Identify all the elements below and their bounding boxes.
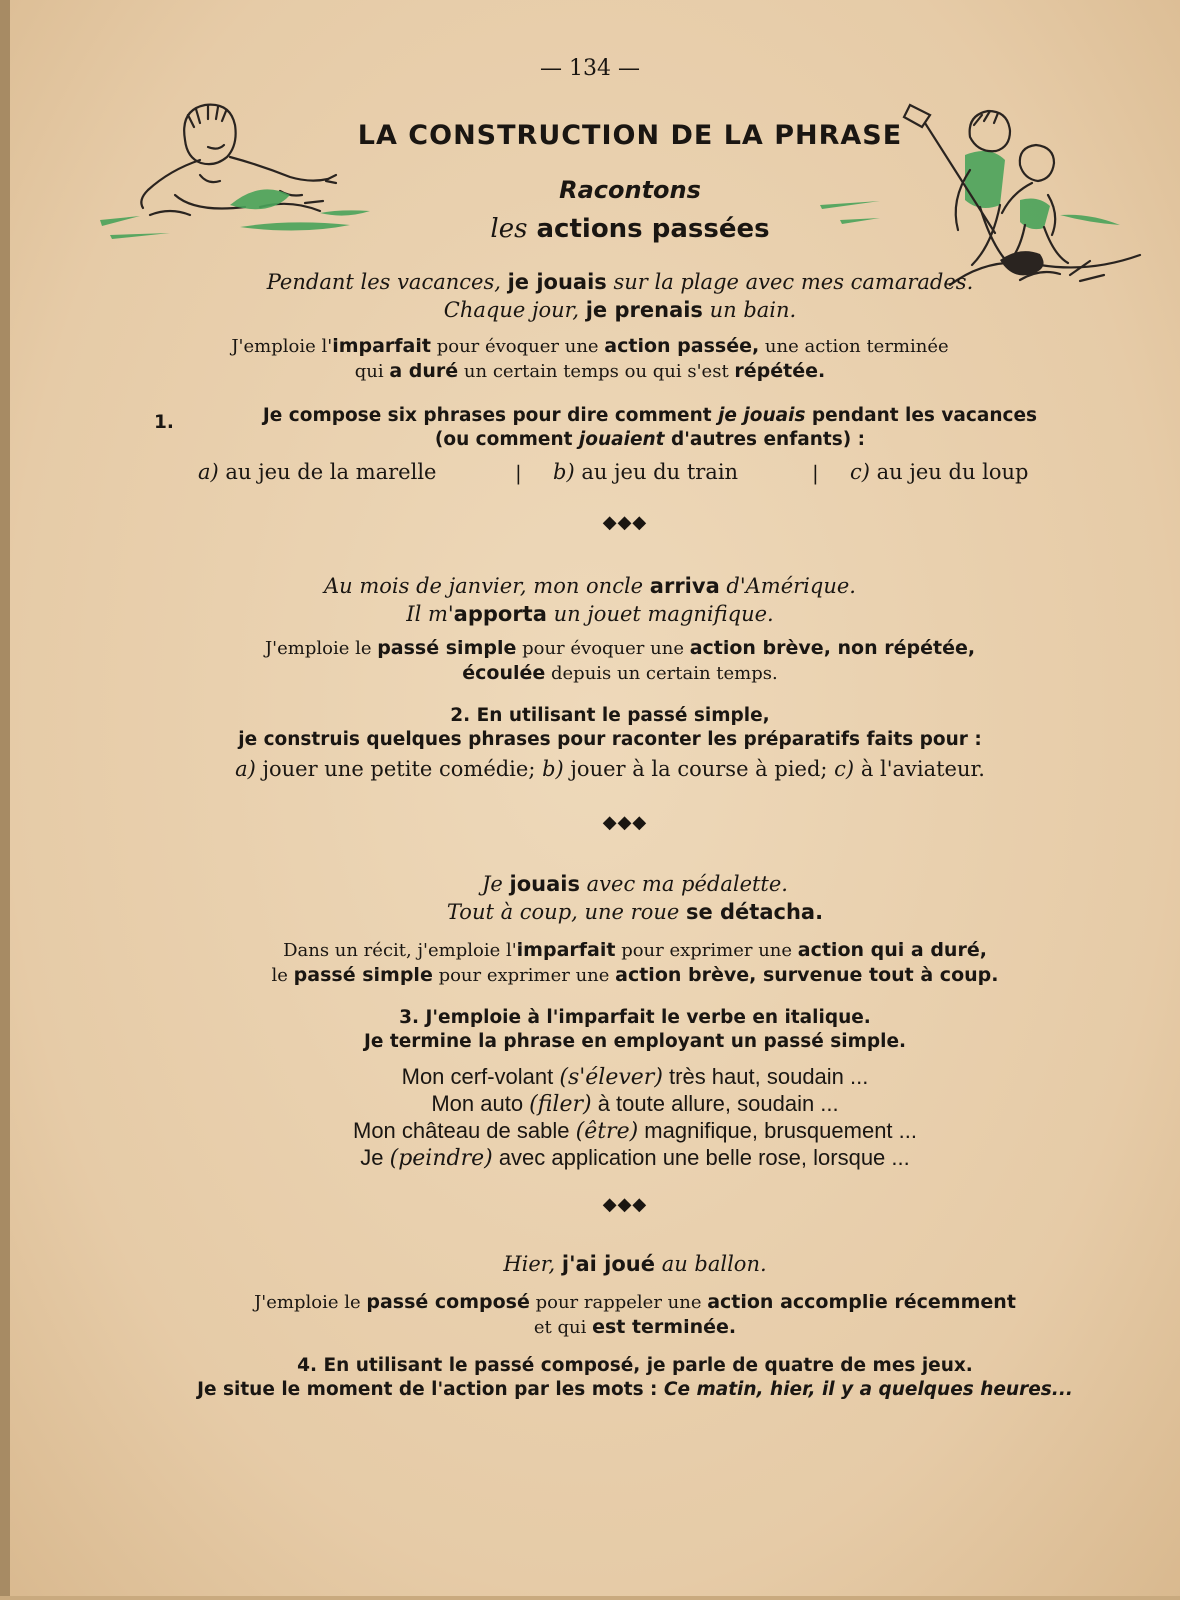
s1-option-c: c) au jeu du loup [850,460,1029,484]
s3-sentence: Je (peindre) avec application une belle rose, lorsque ... [360,1145,910,1171]
s1-example-line1: Pendant les vacances, je jouais sur la plage avec mes camarades. [266,270,974,294]
s1-question-line2: (ou comment jouaient d'autres enfants) : [434,429,866,450]
s2-rule-line1: J'emploie le passé simple pour évoquer une action brève, non répétée, [264,637,976,659]
s1-option-a: a) au jeu de la marelle [198,460,437,484]
s1-separator-1: | [515,461,522,485]
s1-question-line1: Je compose six phrases pour dire comment je jouais pendant les vacances [262,405,1038,426]
s2-example-line1: Au mois de janvier, mon oncle arriva d'Amérique. [324,574,856,598]
s3-sentence: Mon château de sable (être) magnifique, brusquement ... [353,1118,917,1144]
s2-example [0,572,1180,628]
s3-rule [45,938,1180,988]
s1-rule-line1: J'emploie l'imparfait pour évoquer une action passée, une action terminée [231,335,949,357]
s1-question-number: 1. [154,412,174,433]
s3-question [45,1006,1180,1054]
subtitle-line2 [0,214,1180,244]
s2-question [20,704,1180,752]
s4-question-line1: 4. En utilisant le passé composé, je parle de quatre de mes jeux. [297,1355,973,1376]
s2-rule [30,636,1180,686]
subtitle-pre: les [490,214,528,244]
s2-options: a) jouer une petite comédie; b) jouer à la course à pied; c) à l'aviateur. [235,757,985,781]
s2-example-line2: Il m'apporta un jouet magnifique. [406,602,774,626]
s3-example [45,870,1180,926]
s4-example [45,1250,1180,1278]
page-title: LA CONSTRUCTION DE LA PHRASE [357,120,903,151]
s1-rule [0,334,1180,384]
s3-sentences [45,1064,1180,1172]
s1-example-line2: Chaque jour, je prenais un bain. [443,298,797,322]
s4-question [45,1354,1180,1402]
section-divider-3: ◆◆◆ [602,1194,648,1215]
s1-example [30,268,1180,324]
s2-question-line2: je construis quelques phrases pour raconter les préparatifs faits pour : [238,729,982,750]
s3-sentence: Mon auto (filer) à toute allure, soudain ... [431,1091,839,1117]
s3-example-line1: Je jouais avec ma pédalette. [482,872,788,896]
s3-rule-line1: Dans un récit, j'emploie l'imparfait pour exprimer une action qui a duré, [283,939,987,961]
s3-example-line2: Tout à coup, une roue se détacha. [446,900,824,924]
s1-separator-2: | [812,461,819,485]
subtitle-line1: Racontons [559,176,701,204]
s1-option-b: b) au jeu du train [553,460,739,484]
s3-sentence: Mon cerf-volant (s'élever) très haut, soudain ... [401,1064,869,1090]
s3-question-line2: Je termine la phrase en employant un passé simple. [363,1031,907,1052]
section-divider-1: ◆◆◆ [602,512,648,533]
section-divider-2: ◆◆◆ [602,812,648,833]
s1-question [60,404,1180,452]
page-bottom-edge [0,1596,1180,1600]
s4-rule-line1: J'emploie le passé composé pour rappeler une action accomplie récemment [254,1291,1016,1313]
page-number: — 134 — [540,56,640,81]
s3-question-line1: 3. J'emploie à l'imparfait le verbe en italique. [399,1007,871,1028]
s3-rule-line2: le passé simple pour exprimer une action brève, survenue tout à coup. [271,964,999,986]
s4-example-line1: Hier, j'ai joué au ballon. [503,1252,767,1276]
s4-question-line2: Je situe le moment de l'action par les mots : Ce matin, hier, il y a quelques heures... [197,1379,1073,1400]
subtitle-main: actions passées [536,214,770,244]
s4-rule-line2: et qui est terminée. [533,1316,737,1338]
s2-rule-line2: écoulée depuis un certain temps. [462,662,778,684]
s4-rule [45,1290,1180,1340]
s1-rule-line2: qui a duré un certain temps ou qui s'est répétée. [354,360,826,382]
s2-question-line1: 2. En utilisant le passé simple, [450,705,770,726]
